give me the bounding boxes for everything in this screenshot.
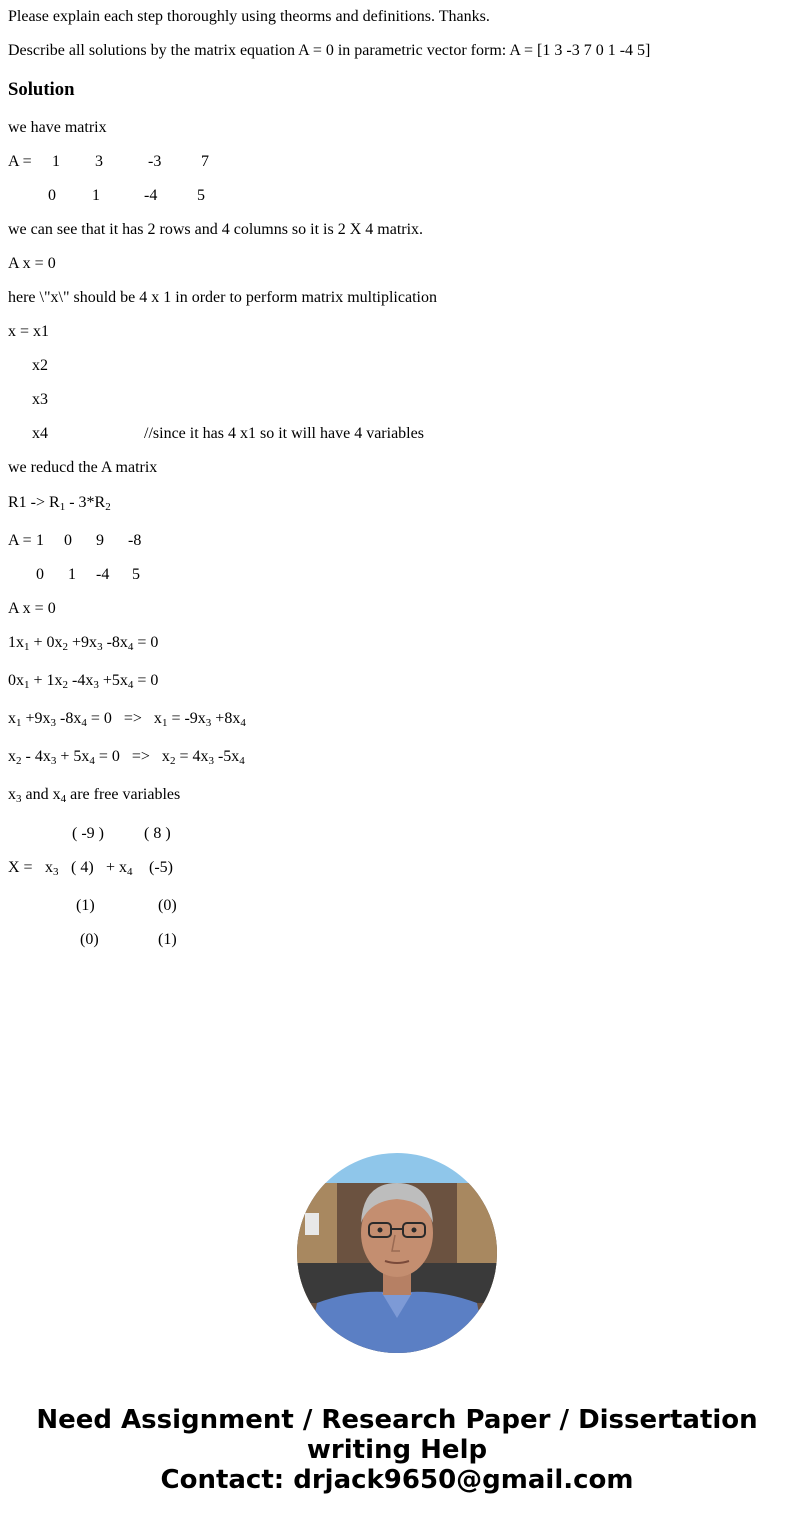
row-operation: $R1 -> R_1 - 3*R_2$ [8,494,111,513]
parametric-x-label: X = [8,859,33,876]
avatar [297,1153,497,1353]
vector-entry: ( 4) [71,859,94,876]
x-vector-entry: x2 [32,357,48,374]
matrix-cell: 5 [132,566,140,583]
parametric-x3: $x_3$ [45,859,59,878]
reduced-matrix-label: A = [8,532,32,549]
matrix-cell: 3 [95,153,103,170]
matrix-cell: -4 [144,187,158,204]
equation-2: $0x_1 + 1x_2$ $-4x_3 +5x_4 = 0$ [8,672,159,691]
matrix-cell: 1 [36,532,44,549]
vector-entry: ( 8 ) [144,825,171,842]
free-variables-note: $x_3$ and $x_4$ are free variables [8,786,181,805]
ax-equals-zero-2: A x = 0 [8,600,56,617]
vector-entry: ( -9 ) [72,825,104,842]
matrix-cell: -4 [96,566,110,583]
matrix-cell: 0 [48,187,56,204]
equation-1: $1x_1 + 0x_2 +9x_3$ $-8x_4 = 0$ [8,634,159,653]
vector-entry: (0) [80,931,99,948]
x-note: here \"x\" should be 4 x 1 in order to perform matrix multiplication [8,289,437,306]
matrix-cell: -3 [148,153,162,170]
footer-banner [0,1405,794,1495]
ax-equals-zero: A x = 0 [8,255,56,272]
tutor-photo [297,1153,497,1353]
matrix-cell: 1 [52,153,60,170]
equation-3: $x_1 +9x_3$ $-8x_4 = 0 => x_1 = -9x_3 +8x_4$ [8,710,246,729]
size-note: we can see that it has 2 rows and 4 columns so it is 2 X 4 matrix. [8,221,424,238]
solution-heading: Solution [8,79,75,100]
footer-line-1: Need Assignment / Research Paper / Dissertation [36,1405,758,1435]
footer-contact: Contact: drjack9650@gmail.com [160,1465,634,1495]
vector-entry: (1) [76,897,95,914]
matrix-cell: 0 [36,566,44,583]
matrix-cell: 5 [197,187,205,204]
x-vector-line: x = x1 [8,323,50,340]
question-line-2: Describe all solutions by the matrix equation A = 0 in parametric vector form: A = [1 3 -3 7 0 1 -4 5] [8,42,651,59]
matrix-a-label: A = [8,153,32,170]
x4-comment: //since it has 4 x1 so it will have 4 variables [144,425,424,442]
matrix-cell: 9 [96,532,104,549]
x-vector-entry: x4 [32,425,48,442]
vector-entry: (1) [158,931,177,948]
equation-4: $x_2 - 4x_3 + 5x_4 = 0 => x_2 = 4x_3$ $-5x_4$ [8,748,245,767]
matrix-cell: -8 [128,532,142,549]
vector-entry: (-5) [149,859,173,876]
vector-entry: (0) [158,897,177,914]
matrix-cell: 1 [92,187,100,204]
reduce-note: we reducd the A matrix [8,459,158,476]
x-vector-entry: x3 [32,391,48,408]
matrix-cell: 1 [68,566,76,583]
parametric-plus-x4: + $x_4$ [106,859,133,878]
footer-line-2: writing Help [306,1435,488,1465]
question-line-1: Please explain each step thoroughly using theorms and definitions. Thanks. [8,8,490,25]
we-have-matrix: we have matrix [8,119,107,136]
matrix-cell: 7 [201,153,209,170]
matrix-cell: 0 [64,532,72,549]
